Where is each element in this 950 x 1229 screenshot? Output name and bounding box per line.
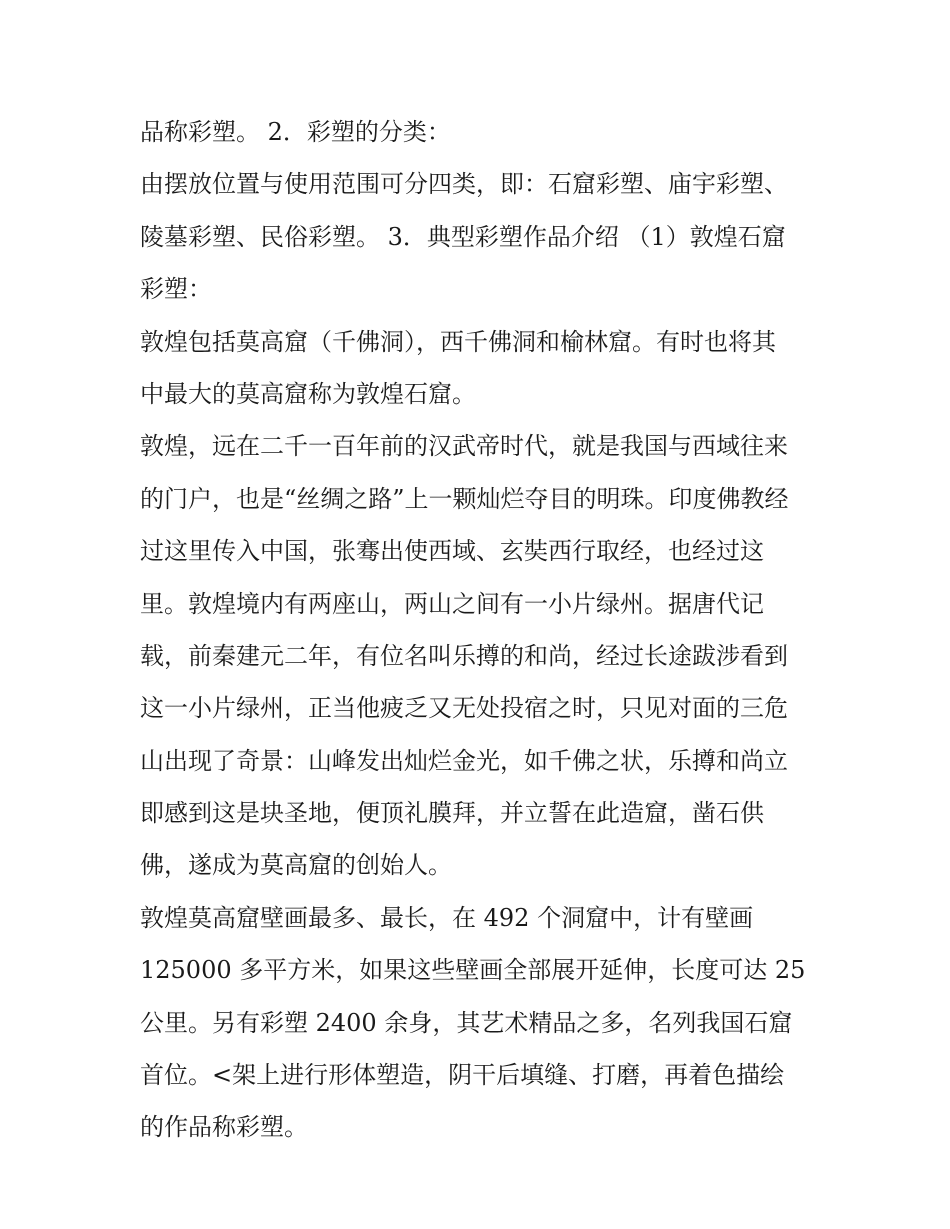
text-line: 载，前秦建元二年，有位名叫乐撙的和尚，经过长途跋涉看到 [140, 641, 788, 670]
text-line: 公里。另有彩塑 2400 余身，其艺术精品之多，名列我国石窟 [140, 1008, 793, 1037]
text-line: 由摆放位置与使用范围可分四类，即：石窟彩塑、庙宇彩塑、 [140, 170, 788, 199]
text-line: 彩塑： [140, 275, 212, 304]
text-line: 敦煌莫高窟壁画最多、最长，在 492 个洞窟中，计有壁画 [140, 903, 754, 932]
text-line: 过这里传入中国，张骞出使西域、玄奘西行取经，也经过这 [140, 537, 764, 566]
text-line: 中最大的莫高窟称为敦煌石窟。 [140, 379, 476, 408]
text-line: 敦煌，远在二千一百年前的汉武帝时代，就是我国与西域往来 [140, 432, 788, 461]
body-text [140, 106, 830, 1154]
text-line: 的门户，也是“丝绸之路”上一颗灿烂夺目的明珠。印度佛教经 [140, 484, 789, 513]
text-line: 这一小片绿州，正当他疲乏又无处投宿之时，只见对面的三危 [140, 694, 788, 723]
text-line: 125000 多平方米，如果这些壁画全部展开延伸，长度可达 25 [140, 956, 806, 985]
text-line: 即感到这是块圣地，便顶礼膜拜，并立誓在此造窟，凿石供 [140, 799, 764, 828]
text-line: 里。敦煌境内有两座山，两山之间有一小片绿州。据唐代记 [140, 589, 764, 618]
text-line: 首位。<架上进行形体塑造，阴干后填缝、打磨，再着色描绘 [140, 1061, 785, 1090]
text-line: 山出现了奇景：山峰发出灿烂金光，如千佛之状，乐撙和尚立 [140, 746, 788, 775]
text-line: 陵墓彩塑、民俗彩塑。 3．典型彩塑作品介绍 （1）敦煌石窟 [140, 222, 786, 251]
text-line: 敦煌包括莫高窟（千佛洞），西千佛洞和榆林窟。有时也将其 [140, 327, 776, 356]
text-line: 的作品称彩塑。 [140, 1113, 308, 1142]
text-line: 品称彩塑。 2．彩塑的分类： [140, 118, 451, 146]
text-line: 佛，遂成为莫高窟的创始人。 [140, 851, 452, 880]
